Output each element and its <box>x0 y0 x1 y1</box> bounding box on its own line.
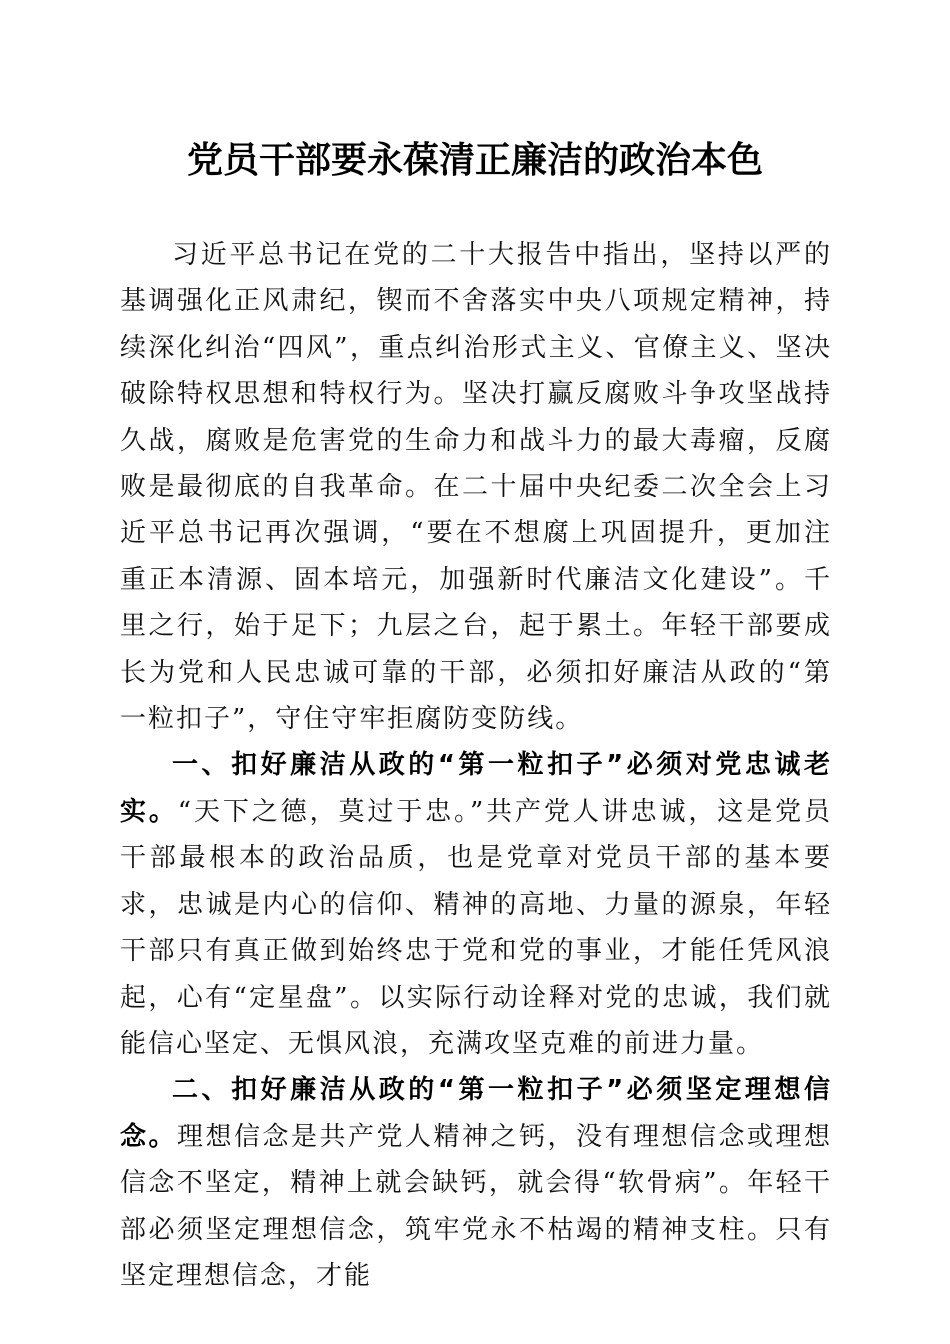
section-2-heading: 二、扣好廉洁从政的“第一粒扣子”必须坚定理想信念。 <box>120 1075 832 1152</box>
section-1-text: “天下之德，莫过于忠。”共产党人讲忠诚，这是党员干部最根本的政治品质，也是党章对党员干部的基本要求，忠诚是内心的信仰、精神的高地、力量的源泉，年轻干部只有真正做到始终忠于党和党的事业，才能任凭风浪起，心有“定星盘”。以实际行动诠释对党的忠诚，我们就能信心坚定、无惧风浪，充满攻坚克难的前进力量。 <box>120 796 832 1059</box>
paragraph-section-1 <box>120 742 832 1067</box>
paragraph-intro <box>120 232 832 742</box>
page-title: 党员干部要永葆清正廉洁的政治本色 <box>186 139 763 181</box>
paragraph-section-2 <box>120 1067 832 1299</box>
section-2-text: 理想信念是共产党人精神之钙，没有理想信念或理想信念不坚定，精神上就会缺钙，就会得“软骨病”。年轻干部必须坚定理想信念，筑牢党永不枯竭的精神支柱。只有坚定理想信念，才能 <box>120 1121 832 1291</box>
paragraph-intro-text: 习近平总书记在党的二十大报告中指出，坚持以严的基调强化正风肃纪，锲而不舍落实中央八项规定精神，持续深化纠治“四风”，重点纠治形式主义、官僚主义、坚决破除特权思想和特权行为。坚决打赢反腐败斗争攻坚战持久战，腐败是危害党的生命力和战斗力的最大毒瘤，反腐败是最彻底的自我革命。在二十届中央纪委二次全会上习近平总书记再次强调，“要在不想腐上巩固提升，更加注重正本清源、固本培元，加强新时代廉洁文化建设”。千里之行，始于足下；九层之台，起于累土。年轻干部要成长为党和人民忠诚可靠的干部，必须扣好廉洁从政的“第一粒扣子”，守住守牢拒腐防变防线。 <box>120 240 832 735</box>
document-body <box>120 232 832 1299</box>
section-1-heading: 一、扣好廉洁从政的“第一粒扣子”必须对党忠诚老实。 <box>120 750 832 827</box>
